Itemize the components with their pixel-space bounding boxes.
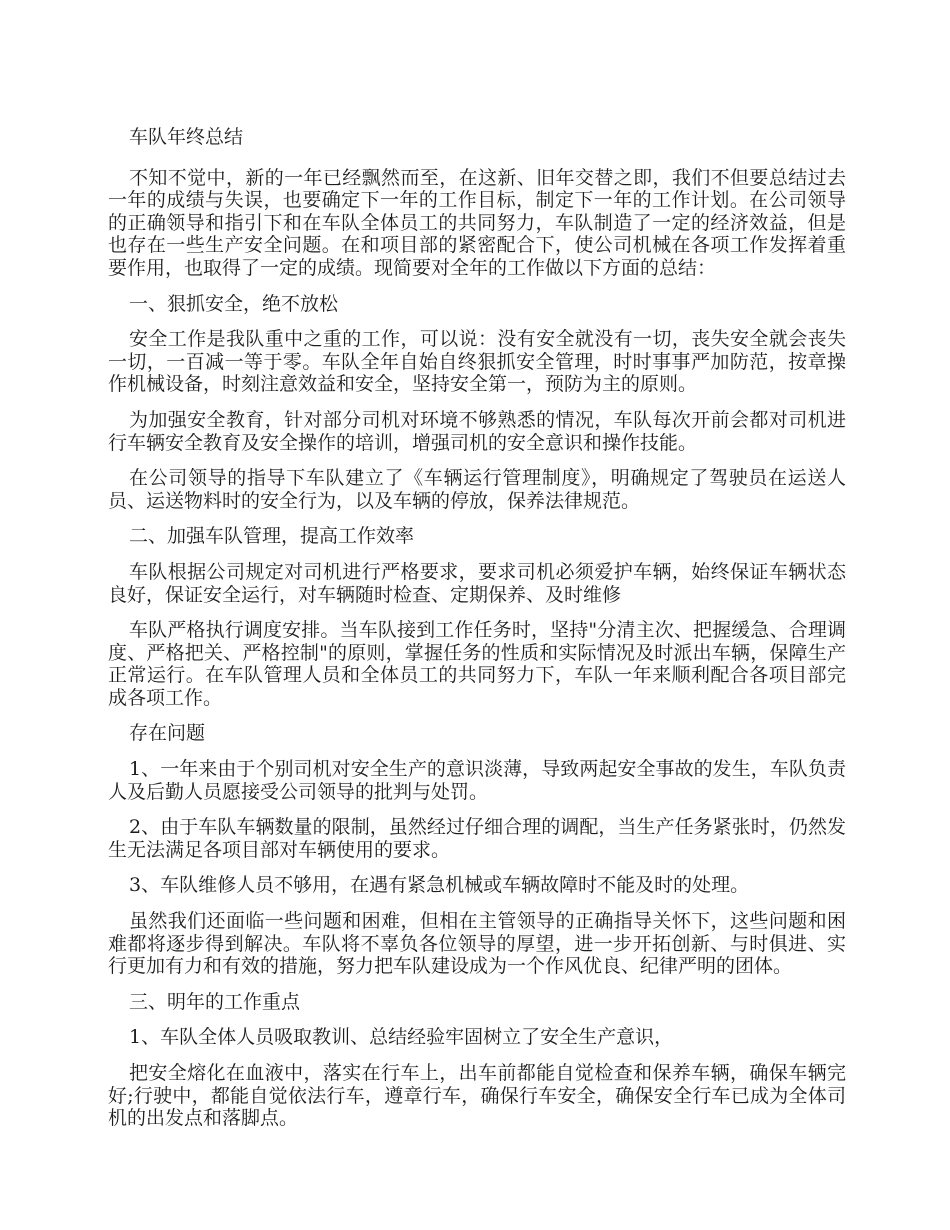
list-item-next-year-1: 1、车队全体人员吸取教训、总结经验牢固树立了安全生产意识， [129,1026,674,1049]
paragraph: 车队严格执行调度安排。当车队接到工作任务时，坚持"分清主次、把握缓急、合理调度、严格把关、严格控制"的原则，掌握任务的性质和实际情况及时派出车辆，保障生产正常运行。在车队管理人员和全体员工的共同努力下，车队一年来顺利配合各项目部完成各项工作。 [108,619,846,709]
paragraph: 虽然我们还面临一些问题和困难，但相在主管领导的正确指导关怀下，这些问题和困难都将逐步得到解决。车队将不辜负各位领导的厚望，进一步开拓创新、与时俱进、实行更加有力和有效的措施，努力把车队建设成为一个作风优良、纪律严明的团体。 [108,910,846,978]
list-item-1: 1、一年来由于个别司机对安全生产的意识淡薄，导致两起安全事故的发生，车队负责人及后勤人员愿接受公司领导的批判与处罚。 [108,758,846,803]
paragraph: 在公司领导的指导下车队建立了《车辆运行管理制度》，明确规定了驾驶员在运送人员、运送物料时的安全行为，以及车辆的停放，保养法律规范。 [108,467,846,512]
section-heading-1: 一、狠抓安全，绝不放松 [129,292,339,315]
section-heading-3: 三、明年的工作重点 [129,990,301,1013]
paragraph: 安全工作是我队重中之重的工作，可以说：没有安全就没有一切，丧失安全就会丧失一切，一百减一等于零。车队全年自始自终狠抓安全管理，时时事事严加防范，按章操作机械设备，时刻注意效益和安全，坚持安全第一，预防为主的原则。 [108,328,846,396]
section-heading-2: 二、加强车队管理，提高工作效率 [129,525,415,548]
doc-title: 车队年终总结 [129,126,244,148]
paragraph: 车队根据公司规定对司机进行严格要求，要求司机必须爱护车辆，始终保证车辆状态良好，保证安全运行，对车辆随时检查、定期保养、及时维修 [108,560,846,606]
list-item-3: 3、车队维修人员不够用，在遇有紧急机械或车辆故障时不能及时的处理。 [129,874,750,897]
paragraph: 为加强安全教育，针对部分司机对环境不够熟悉的情况，车队每次开前会都对司机进行车辆安全教育及安全操作的培训，增强司机的安全意识和操作技能。 [108,408,846,454]
section-heading-problems: 存在问题 [129,722,206,745]
paragraph-intro: 不知不觉中，新的一年已经飘然而至，在这新、旧年交替之即，我们不但要总结过去一年的成绩与失误，也要确定下一年的工作目标，制定下一年的工作计划。在公司领导的正确领导和指引下和在车队全体员工的共同努力，车队制造了一定的经济效益，但是也存在一些生产安全问题。在和项目部的紧密配合下，使公司机械在各项工作发挥着重要作用，也取得了一定的成绩。现简要对全年的工作做以下方面的总结： [108,166,846,279]
paragraph-closing: 把安全熔化在血液中，落实在行车上，出车前都能自觉检查和保养车辆，确保车辆完好;行驶中，都能自觉依法行车，遵章行车，确保行车安全，确保安全行车已成为全体司机的出发点和落脚点。 [108,1062,846,1130]
list-item-2: 2、由于车队车辆数量的限制，虽然经过仔细合理的调配，当生产任务紧张时，仍然发生无法满足各项目部对车辆使用的要求。 [108,816,846,861]
